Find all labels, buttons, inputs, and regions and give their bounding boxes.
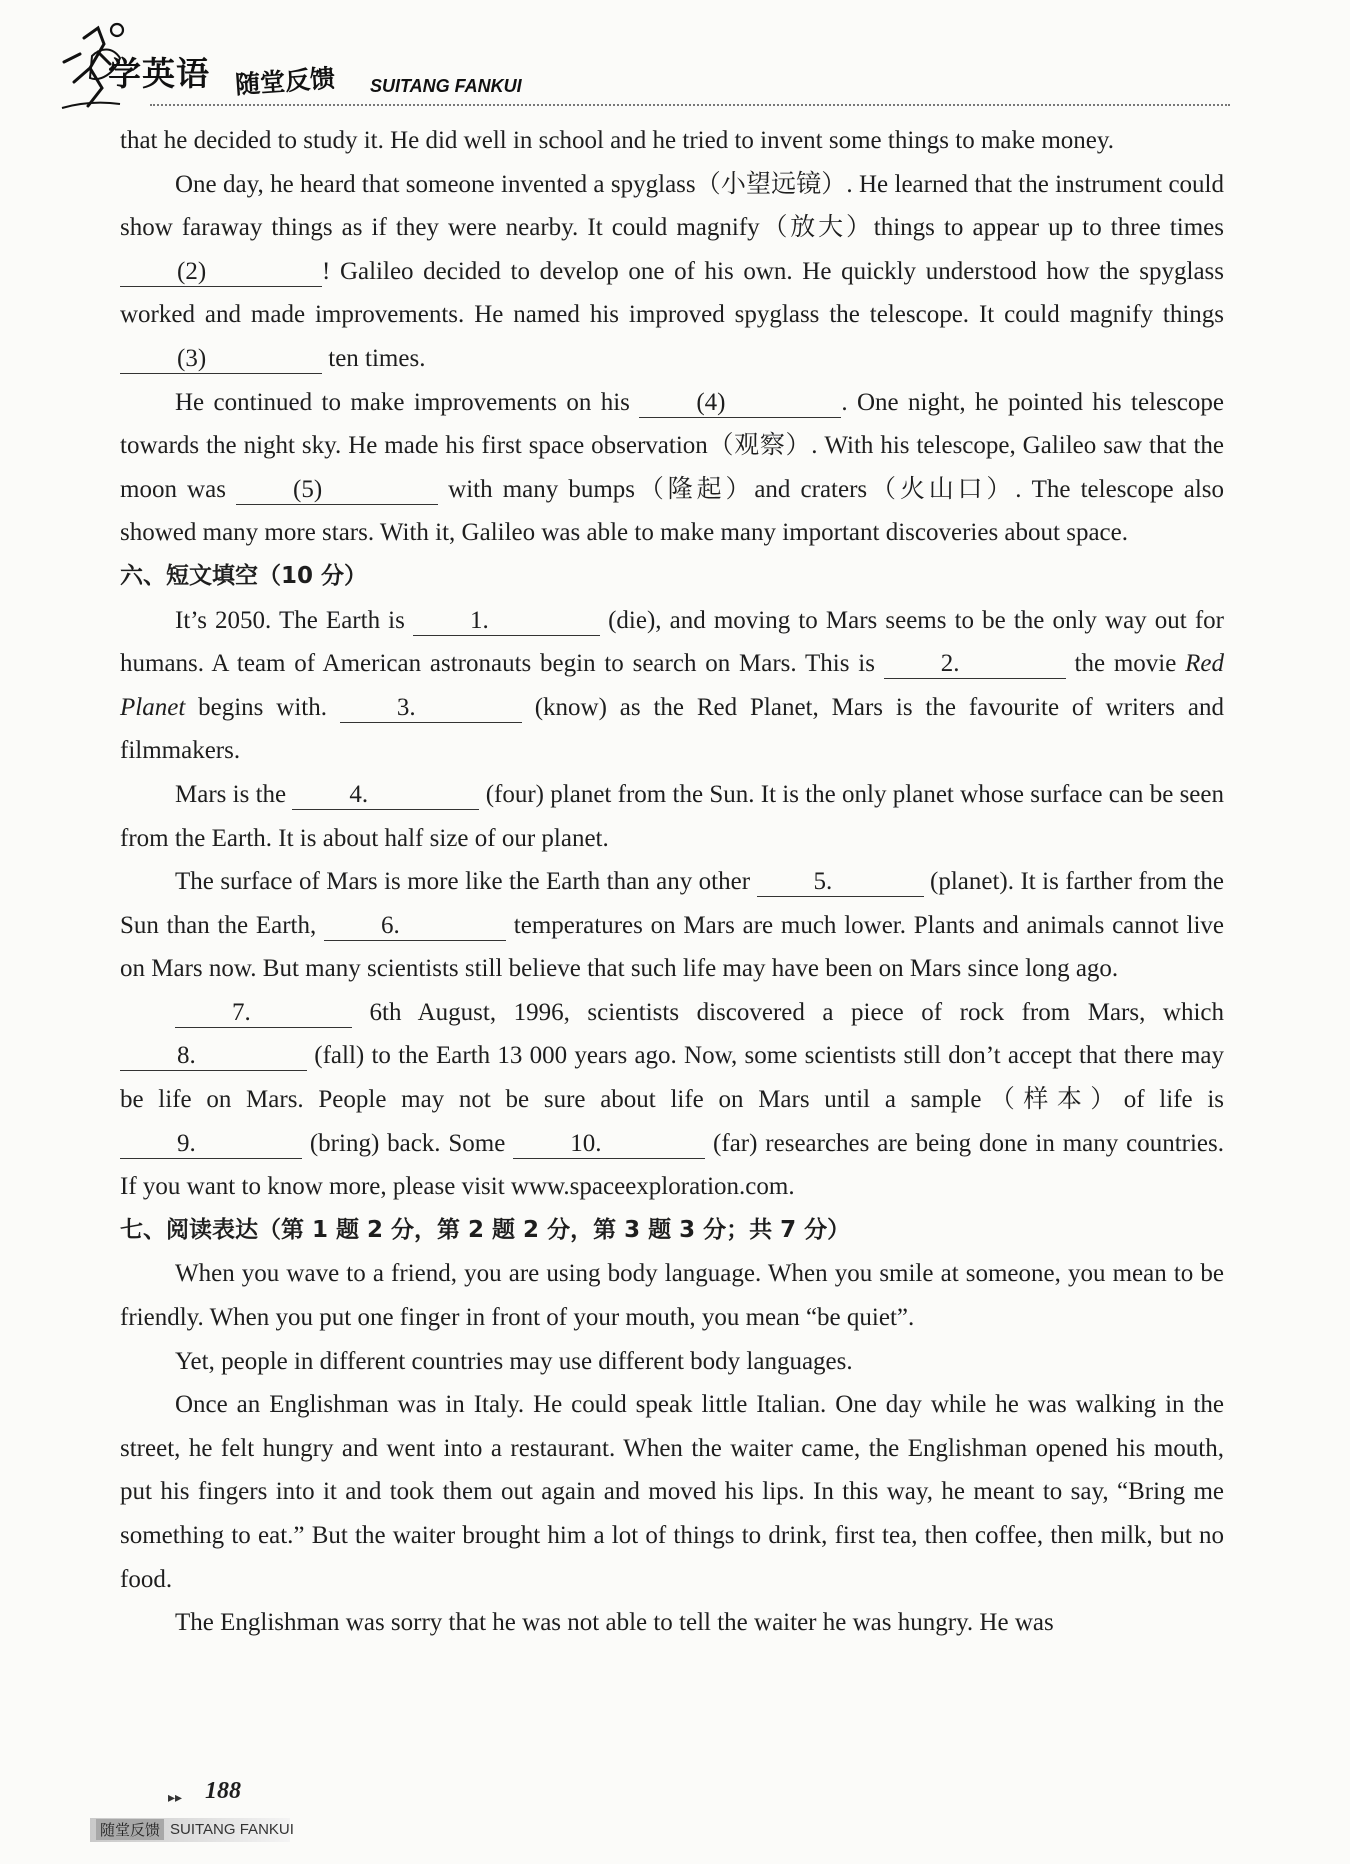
footer-arrows-icon: ▸▸: [168, 1791, 183, 1806]
page-header: [60, 18, 560, 118]
section-7-paragraph-4: The Englishman was sorry that he was not able to tell the waiter he was hungry. He was: [175, 1609, 1054, 1637]
blank-s6-1[interactable]: 1.: [413, 607, 600, 636]
brand-title-cn: 学英语: [108, 54, 210, 93]
blank-s6-8[interactable]: 8.: [120, 1042, 307, 1071]
section-7-paragraph-2: Yet, people in different countries may use different body languages.: [175, 1347, 853, 1375]
movie-title: Red Planet: [120, 650, 1225, 721]
header-divider: [150, 104, 1230, 106]
passage-a-paragraph-3: He continued to make improvements on his (4) . One night, he pointed his telescope towards the night sky. He made his first space observation（观察）. With his telescope, Galileo saw that the moon was (5) with many bumps（隆起）and craters（火山口）. The telescope also showed many more stars. With it, Galileo was able to make many important discoveries about space.: [120, 388, 1224, 547]
blank-s6-3[interactable]: 3.: [340, 694, 522, 723]
section-6-paragraph-3: The surface of Mars is more like the Earth than any other 5. (planet). It is farther from the Sun than the Earth, 6. temperatures on Mars are much lower. Plants and animals cannot live on Mars now. But many scientists still believe that such life may have been on Mars since long ago.: [120, 868, 1224, 983]
section-7-paragraph-1: When you wave to a friend, you are using body language. When you smile at someone, you mean to be friendly. When you put one finger in front of your mouth, you mean “be quiet”.: [120, 1260, 1224, 1332]
blank-s6-2[interactable]: 2.: [884, 650, 1066, 679]
passage-a-paragraph-1: that he decided to study it. He did well in school and he tried to invent some things to make money.: [120, 127, 1115, 154]
page-content: [120, 119, 1224, 1645]
blank-s6-9[interactable]: 9.: [120, 1130, 302, 1159]
blank-s6-5[interactable]: 5.: [757, 868, 924, 897]
page-number: 188: [205, 1778, 241, 1804]
passage-a-paragraph-2: One day, he heard that someone invented a spyglass（小望远镜）. He learned that the instrument could show faraway things as if they were nearby. It could magnify（放大）things to appear up to three times (2) ! Galileo decided to develop one of his own. He quickly understood how the spyglass worked and made improvements. He named his improved spyglass the telescope. It could magnify things (3) ten times.: [120, 170, 1224, 372]
blank-2[interactable]: (2): [120, 258, 322, 287]
blank-3[interactable]: (3): [120, 345, 322, 374]
section-7-paragraph-3: Once an Englishman was in Italy. He could speak little Italian. One day while he was walking in the street, he felt hungry and went into a restaurant. When the waiter came, the Englishman opened his mouth, put his fingers into it and took them out again and moved his lips. In this way, he meant to say, “Bring me something to eat.” But the waiter brought him a lot of things to drink, first tea, then coffee, then milk, but no food.: [120, 1391, 1224, 1593]
section-6-paragraph-4: 7. 6th August, 1996, scientists discovered a piece of rock from Mars, which 8. (fall) to the Earth 13 000 years ago. Now, some scientists still don’t accept that there may be life on Mars. People may not be sure about life on Mars until a sample（样本）of life is 9. (bring) back. Some 10. (far) researches are being done in many countries. If you want to know more, please visit www.spaceexploration.com.: [120, 998, 1224, 1201]
blank-s6-6[interactable]: 6.: [324, 912, 506, 941]
footer-label-en: SUITANG FANKUI: [170, 1821, 294, 1838]
blank-4[interactable]: (4): [639, 389, 841, 418]
section-7-heading: 七、阅读表达（第 1 题 2 分，第 2 题 2 分，第 3 题 3 分；共 7 分）: [120, 1216, 851, 1243]
blank-s6-7[interactable]: 7.: [175, 999, 352, 1028]
blank-5[interactable]: (5): [236, 476, 438, 505]
blank-s6-4[interactable]: 4.: [292, 781, 479, 810]
section-6-paragraph-1: It’s 2050. The Earth is 1. (die), and moving to Mars seems to be the only way out for humans. A team of American astronauts begin to search on Mars. This is 2. the movie Red Planet begins with. 3. (know) as the Red Planet, Mars is the favourite of writers and filmmakers.: [120, 606, 1225, 765]
blank-s6-10[interactable]: 10.: [513, 1130, 705, 1159]
section-6-heading: 六、短文填空（10 分）: [120, 562, 368, 589]
section-6-paragraph-2: Mars is the 4. (four) planet from the Sun. It is the only planet whose surface can be seen from the Earth. It is about half size of our planet.: [120, 780, 1224, 852]
brand-subtitle-en: SUITANG FANKUI: [370, 76, 522, 96]
brand-subtitle-cn: 随堂反馈: [234, 63, 337, 100]
footer-label-cn: 随堂反馈: [96, 1819, 164, 1840]
